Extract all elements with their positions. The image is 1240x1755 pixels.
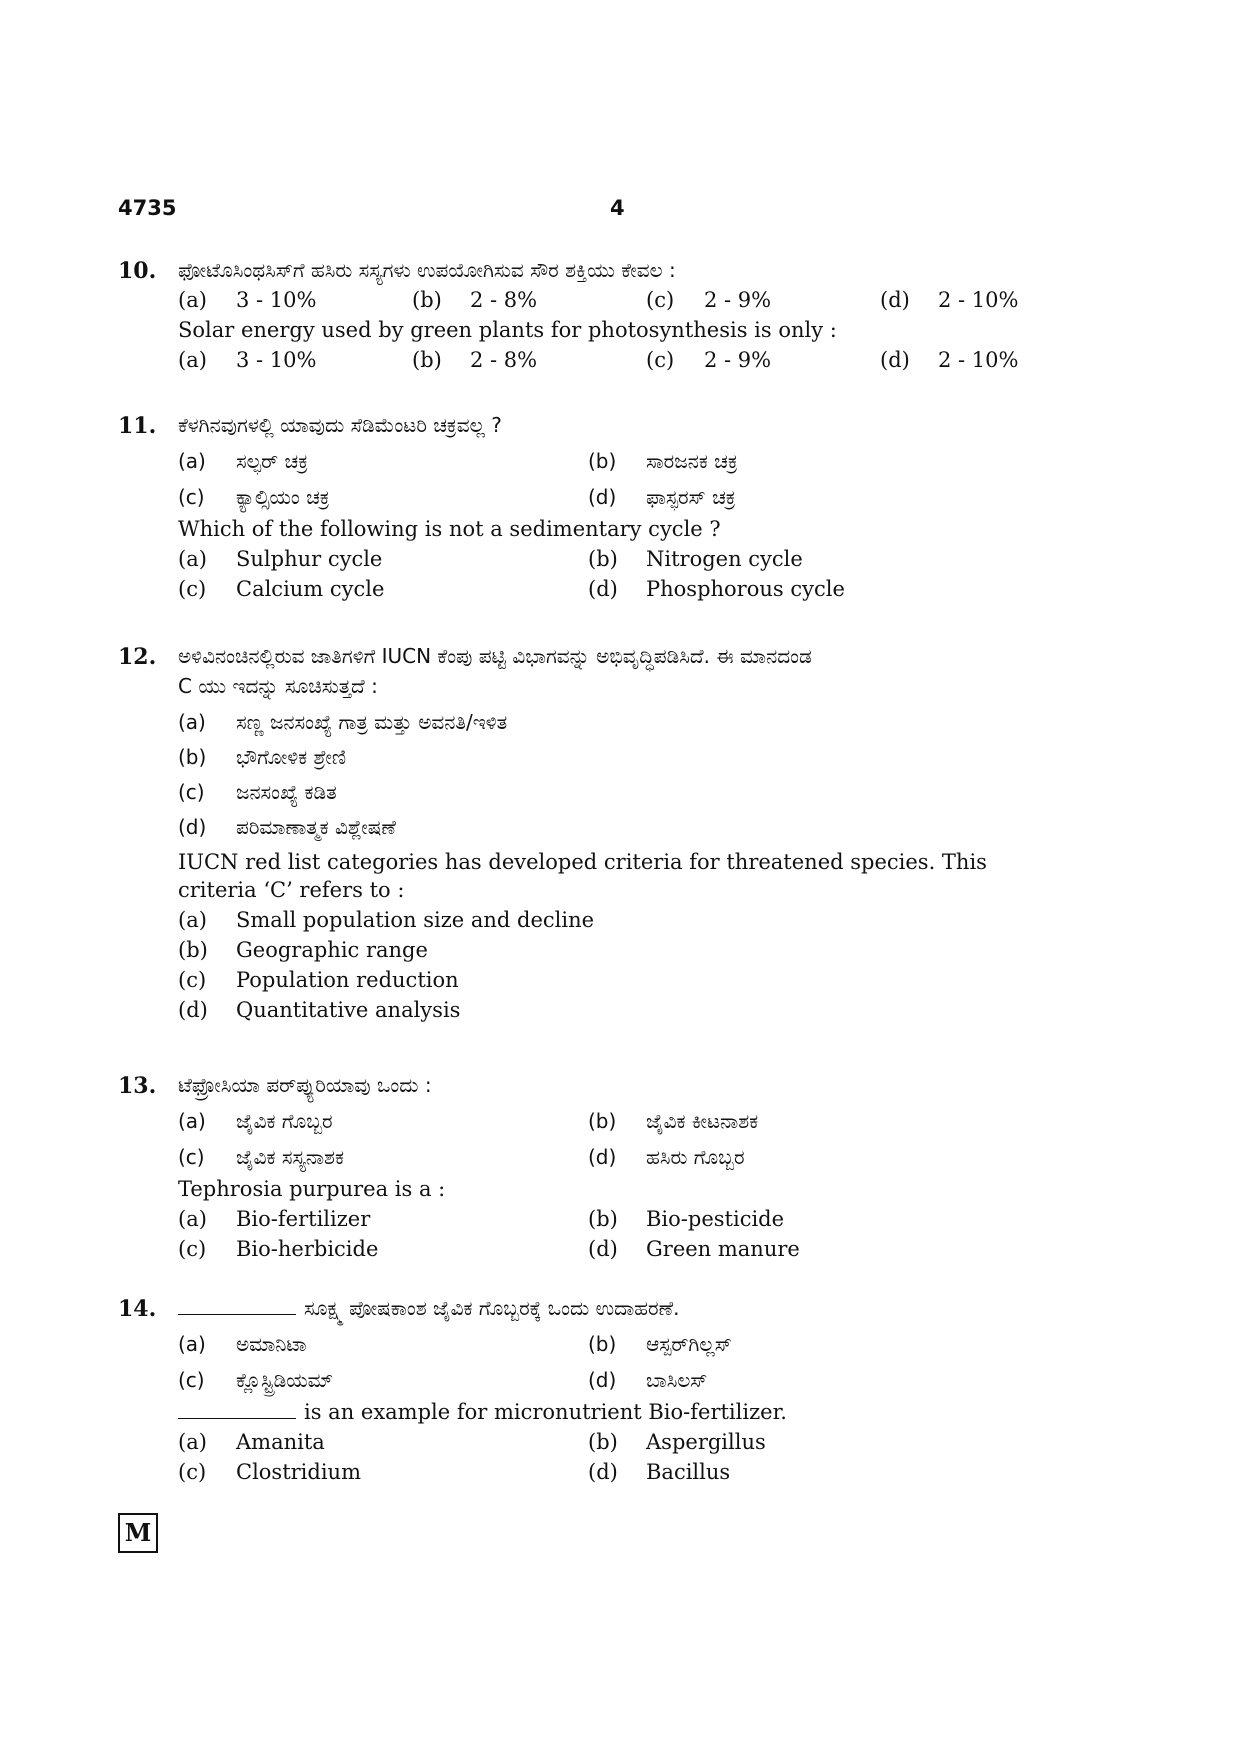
option-c-kannada: (c) ಜೈವಿಕ ಸಸ್ಯನಾಶಕ bbox=[178, 1145, 344, 1169]
option-b-english: (b) Geographic range bbox=[178, 938, 428, 962]
option-b-english: (b) Bio-pesticide bbox=[588, 1207, 785, 1231]
option-d-english: (d) Bacillus bbox=[588, 1460, 731, 1484]
option-b-english: (b) 2 - 8% bbox=[412, 348, 538, 372]
option-c-kannada: (c) ಜನಸಂಖ್ಯೆ ಕಡಿತ bbox=[178, 780, 337, 804]
option-d-kannada: (d) ಹಸಿರು ಗೊಬ್ಬರ bbox=[588, 1145, 745, 1169]
option-b-kannada: (b) 2 - 8% bbox=[412, 288, 538, 312]
option-a-kannada: (a) ಸಲ್ಫರ್ ಚಕ್ರ bbox=[178, 449, 309, 473]
answer-blank bbox=[178, 1296, 296, 1315]
question-text-kannada-line-1: ಅಳಿವಿನಂಚಿನಲ್ಲಿರುವ ಜಾತಿಗಳಿಗೆ IUCN ಕೆಂಪು ಪಟ್ಟಿ ವಿಭಾಗವನ್ನು ಅಭಿವೃದ್ಧಿಪಡಿಸಿದೆ. ಈ ಮಾನದಂಡ bbox=[178, 644, 812, 668]
question-text-english: Solar energy used by green plants for photosynthesis is only : bbox=[178, 318, 837, 342]
page-number: 4 bbox=[610, 196, 625, 220]
option-c-english: (c) 2 - 9% bbox=[646, 348, 772, 372]
option-c-english: (c) Clostridium bbox=[178, 1460, 361, 1484]
option-d-english: (d) Quantitative analysis bbox=[178, 998, 461, 1022]
option-d-kannada: (d) ಫಾಸ್ಫರಸ್ ಚಕ್ರ bbox=[588, 485, 736, 509]
question-number: 13. bbox=[118, 1073, 157, 1099]
option-a-english: (a) Sulphur cycle bbox=[178, 547, 383, 571]
option-a-kannada: (a) ಜೈವಿಕ ಗೊಬ್ಬರ bbox=[178, 1109, 333, 1133]
option-d-kannada: (d) 2 - 10% bbox=[880, 288, 1019, 312]
question-number: 10. bbox=[118, 258, 157, 284]
option-b-kannada: (b) ಆಸ್ಪರ್‌ಗಿಲ್ಲಸ್ bbox=[588, 1332, 732, 1356]
question-text-kannada-line-2: C ಯು ಇದನ್ನು ಸೂಚಿಸುತ್ತದೆ : bbox=[178, 674, 378, 698]
option-a-english: (a) Small population size and decline bbox=[178, 908, 595, 932]
question-text-english-line-2: criteria ‘C’ refers to : bbox=[178, 878, 405, 902]
question-text-kannada: ಟೆಫ್ರೋಸಿಯಾ ಪರ್‌ಪ್ಯುರಿಯಾವು ಒಂದು : bbox=[178, 1073, 432, 1097]
question-text-english: Tephrosia purpurea is a : bbox=[178, 1177, 446, 1201]
option-b-english: (b) Nitrogen cycle bbox=[588, 547, 803, 571]
question-text-english: Which of the following is not a sedimentary cycle ? bbox=[178, 517, 721, 541]
option-d-kannada: (d) ಬಾಸಿಲಸ್ bbox=[588, 1368, 708, 1392]
option-d-english: (d) 2 - 10% bbox=[880, 348, 1019, 372]
option-c-english: (c) Population reduction bbox=[178, 968, 459, 992]
answer-blank bbox=[178, 1400, 296, 1419]
question-number: 12. bbox=[118, 644, 157, 670]
question-text-kannada: ಫೋಟೊಸಿಂಥಸಿಸ್‌ಗೆ ಹಸಿರು ಸಸ್ಯಗಳು ಉಪಯೋಗಿಸುವ ಸೌರ ಶಕ್ತಿಯು ಕೇವಲ : bbox=[178, 258, 676, 282]
question-text-kannada: ಸೂಕ್ಷ್ಮ ಪೋಷಕಾಂಶ ಜೈವಿಕ ಗೊಬ್ಬರಕ್ಕೆ ಒಂದು ಉದಾಹರಣೆ. bbox=[304, 1296, 680, 1320]
option-b-kannada: (b) ಸಾರಜನಕ ಚಕ್ರ bbox=[588, 449, 738, 473]
option-a-english: (a) Bio-fertilizer bbox=[178, 1207, 371, 1231]
option-c-kannada: (c) ಕ್ಲೊಸ್ಟ್ರಿಡಿಯಮ್ bbox=[178, 1368, 334, 1392]
option-d-english: (d) Green manure bbox=[588, 1237, 800, 1261]
option-c-kannada: (c) 2 - 9% bbox=[646, 288, 772, 312]
option-a-kannada: (a) ಸಣ್ಣ ಜನಸಂಖ್ಯೆ ಗಾತ್ರ ಮತ್ತು ಅವನತಿ/ಇಳಿತ bbox=[178, 710, 508, 734]
option-c-english: (c) Calcium cycle bbox=[178, 577, 385, 601]
paper-code: 4735 bbox=[118, 196, 177, 220]
option-c-kannada: (c) ಕ್ಯಾಲ್ಸಿಯಂ ಚಕ್ರ bbox=[178, 485, 330, 509]
question-text-kannada-line bbox=[178, 1296, 680, 1320]
question-number: 14. bbox=[118, 1296, 157, 1322]
option-a-english: (a) 3 - 10% bbox=[178, 348, 317, 372]
question-number: 11. bbox=[118, 413, 157, 439]
option-d-english: (d) Phosphorous cycle bbox=[588, 577, 845, 601]
question-text-kannada: ಕೆಳಗಿನವುಗಳಲ್ಲಿ ಯಾವುದು ಸೆಡಿಮೆಂಟರಿ ಚಕ್ರವಲ್ಲ ? bbox=[178, 413, 502, 437]
question-text-english: is an example for micronutrient Bio-fertilizer. bbox=[304, 1400, 787, 1424]
option-b-english: (b) Aspergillus bbox=[588, 1430, 766, 1454]
option-a-english: (a) Amanita bbox=[178, 1430, 325, 1454]
option-b-kannada: (b) ಭೌಗೋಳಿಕ ಶ್ರೇಣಿ bbox=[178, 745, 347, 769]
option-a-kannada: (a) ಅಮಾನಿಟಾ bbox=[178, 1332, 307, 1356]
question-text-english-line bbox=[178, 1400, 787, 1424]
option-b-kannada: (b) ಜೈವಿಕ ಕೀಟನಾಶಕ bbox=[588, 1109, 759, 1133]
medium-mark-box: M bbox=[118, 1513, 158, 1553]
option-d-kannada: (d) ಪರಿಮಾಣಾತ್ಮಕ ವಿಶ್ಲೇಷಣೆ bbox=[178, 815, 396, 839]
option-a-kannada: (a) 3 - 10% bbox=[178, 288, 317, 312]
question-text-english-line-1: IUCN red list categories has developed criteria for threatened species. This bbox=[178, 850, 987, 874]
option-c-english: (c) Bio-herbicide bbox=[178, 1237, 379, 1261]
